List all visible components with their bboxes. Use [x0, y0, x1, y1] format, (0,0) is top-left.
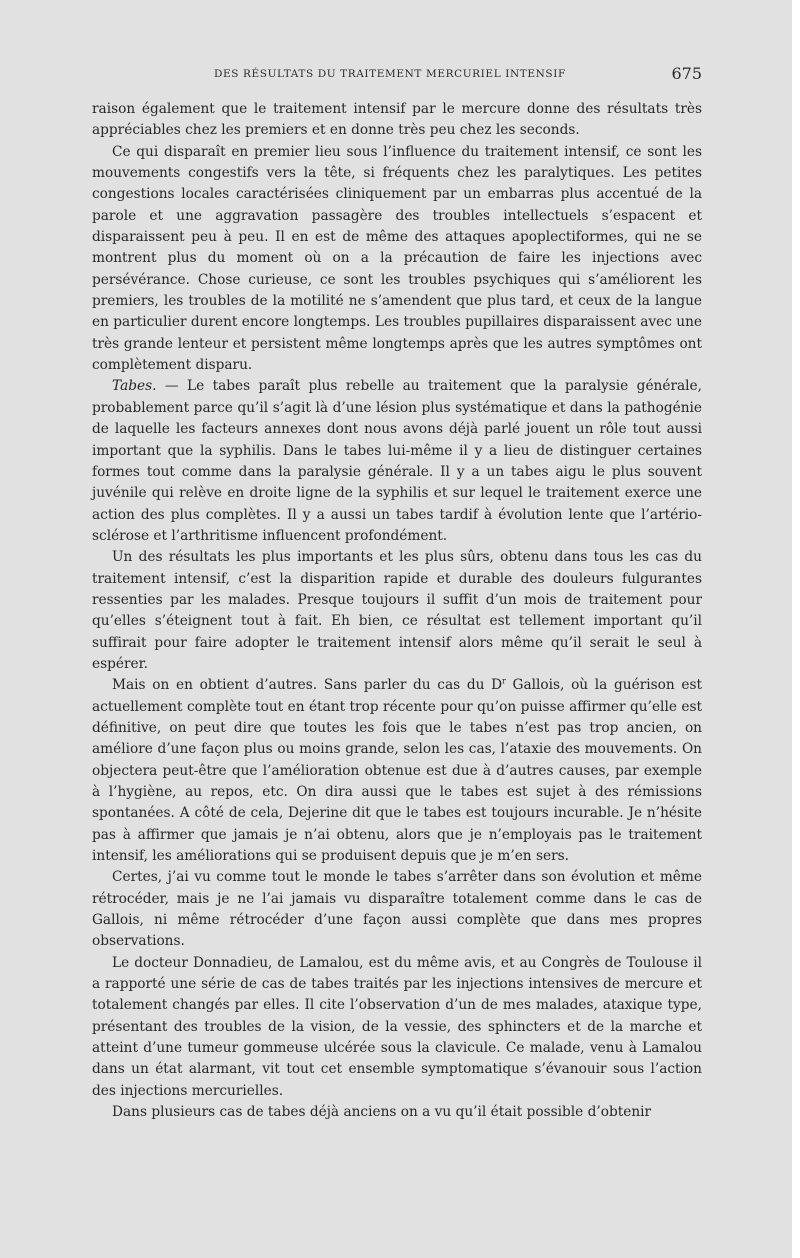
paragraph-5-rest: Gallois, où la guérison est actuellement complète tout en étant trop récente pour qu’on puisse affirmer qu’elle est définitive, on peut dire que toutes les fois que le tabes n’est pas trop ancien, on améliore d’une façon plus ou moins grande, selon les cas, l’ataxie des mouvements. On objectera peut-être que l’amélioration obtenue est due à d’autres causes, par exemple à l’hygiène, au repos, etc. On dira aussi que le tabes est sujet à des rémissions spontanées. A côté de cela, Dejerine dit que le tabes est toujours incurable. Je n’hésite pas à affirmer que jamais je n’ai obtenu, alors que je n’employais pas le traitement intensif, les améliorations qui se produisent depuis que je m’en sers. — [92, 677, 702, 865]
paragraph-8: Dans plusieurs cas de tabes déjà anciens on a vu qu’il était possible d’obtenir — [112, 1104, 652, 1121]
doctor-abbrev-superscript: r — [502, 676, 506, 686]
paragraph-1: raison également que le traitement intensif par le mercure donne des résultats très appréciables chez les premiers et en donne très peu chez les seconds. — [92, 101, 702, 139]
paragraph-5-start: Mais on en obtient d’autres. Sans parler du cas du D — [112, 677, 503, 694]
paragraph-tabes — [92, 376, 702, 547]
page-header — [92, 66, 702, 86]
paragraph-5 — [92, 675, 702, 867]
page-number: 675 — [671, 64, 702, 83]
paragraph-6: Certes, j’ai vu comme tout le monde le tabes s’arrêter dans son évolution et même rétrocéder, mais je ne l’ai jamais vu disparaître totalement comme dans le cas de Gallois, ni même rétrocéder d’une façon aussi complète que dans mes propres observations. — [92, 869, 702, 950]
paragraph-3-text: Le tabes paraît plus rebelle au traitement que la paralysie générale, probablement parce qu’il s’agit là d’une lésion plus systématique et dans la pathogénie de laquelle les facteurs annexes dont nous avons déjà parlé jouent un rôle tout aussi important que la syphilis. Dans le tabes lui-même il y a lieu de distinguer certaines formes tout comme dans la paralysie générale. Il y a un tabes aigu le plus souvent juvénile qui relève en droite ligne de la syphilis et sur lequel le traitement exerce une action des plus complètes. Il y a aussi un tabes tardif à évolution lente que l’artério-sclérose et l’arthritisme influencent profondément. — [92, 378, 702, 544]
body-text — [92, 99, 702, 1124]
running-head: DES RÉSULTATS DU TRAITEMENT MERCURIEL INTENSIF — [214, 68, 566, 80]
paragraph-4: Un des résultats les plus importants et les plus sûrs, obtenu dans tous les cas du traitement intensif, c’est la disparition rapide et durable des douleurs fulgurantes ressenties par les malades. Presque toujours il suffit d’un mois de traitement pour qu’elles s’éteignent tout à fait. Eh bien, ce résultat est tellement important qu’il suffirait pour faire adopter le traitement intensif alors même qu’il serait le seul à espérer. — [92, 549, 702, 672]
tabes-heading: Tabes. — — [112, 378, 179, 395]
paragraph-2: Ce qui disparaît en premier lieu sous l’influence du traitement intensif, ce sont les mouvements congestifs vers la tête, si fréquents chez les paralytiques. Les petites congestions locales caractérisées cliniquement par un embarras plus accentué de la parole et une aggravation passagère des troubles intellectuels s’espacent et disparaissent peu à peu. Il en est de même des attaques apoplectiformes, qui ne se montrent plus du moment où on a la précaution de faire les injections avec persévérance. Chose curieuse, ce sont les troubles psychiques qui s’améliorent les premiers, les troubles de la motilité ne s’amendent que plus tard, et ceux de la langue en particulier durent encore longtemps. Les troubles pupillaires disparaissent avec une très grande lenteur et persistent même longtemps après que les autres symptômes ont complètement disparu. — [92, 143, 702, 374]
paragraph-7: Le docteur Donnadieu, de Lamalou, est du même avis, et au Congrès de Toulouse il a rapporté une série de cas de tabes traités par les injections intensives de mercure et totalement changés par elles. Il cite l’observation d’un de mes malades, ataxique type, présentant des troubles de la vision, de la vessie, des sphincters et de la marche et atteint d’une tumeur gommeuse ulcérée sous la clavicule. Ce malade, venu à Lamalou dans un état alarmant, vit tout cet ensemble symptomatique s’évanouir sous l’action des injections mercurielles. — [92, 954, 702, 1099]
